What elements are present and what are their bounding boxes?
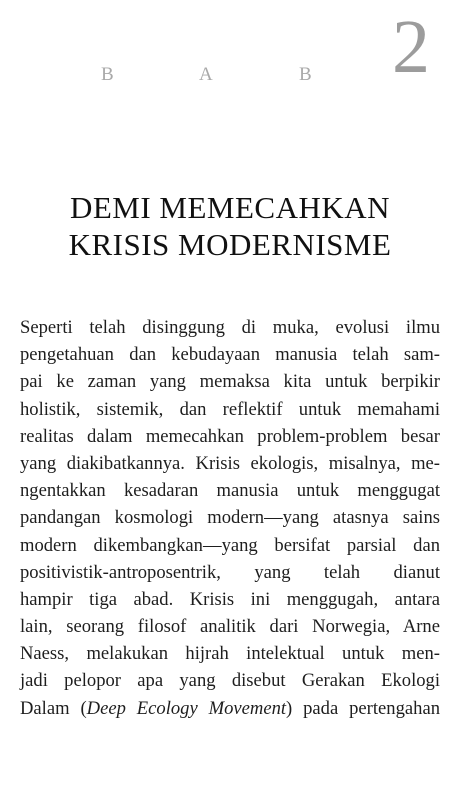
body-text-line: pai ke zaman yang memaksa kita untuk berpikir — [20, 371, 440, 393]
bab-label-letter: A — [199, 64, 213, 85]
body-text-line: realitas dalam memecahkan problem-problem besar — [20, 425, 440, 447]
body-paragraph — [20, 314, 440, 722]
body-text-line: pengetahuan dan kebudayaan manusia telah sam- — [20, 344, 440, 366]
body-text-line-last — [20, 695, 440, 722]
body-text-line: pandangan kosmologi modern—yang atasnya sains — [20, 507, 440, 529]
body-text-line: Naess, melakukan hijrah intelektual untuk men- — [20, 643, 440, 665]
body-text-line: jadi pelopor apa yang disebut Gerakan Ekologi — [20, 670, 440, 692]
chapter-title-line: KRISIS MODERNISME — [68, 226, 392, 262]
italic-term: Deep Ecology Movement — [86, 697, 287, 719]
body-text-line: yang diakibatkannya. Krisis ekologis, misalnya, me- — [20, 452, 440, 474]
chapter-title-line: DEMI MEMECAHKAN — [69, 189, 391, 225]
last-line-after: ) pada pertengahan — [286, 697, 440, 719]
chapter-header — [0, 0, 460, 100]
body-text-line: ngentakkan kesadaran manusia untuk menggugat — [20, 480, 440, 502]
body-text-line: lain, seorang filosof analitik dari Norwegia, Arne — [20, 616, 440, 638]
chapter-number: 2 — [392, 5, 430, 89]
body-text-line: holistik, sistemik, dan reflektif untuk memahami — [20, 398, 440, 420]
body-text-line: modern dikembangkan—yang bersifat parsial dan — [20, 534, 440, 556]
chapter-title — [0, 189, 460, 263]
body-text-line: hampir tiga abad. Krisis ini menggugah, antara — [20, 588, 440, 610]
bab-label-letter: B — [299, 64, 312, 85]
bab-label-letter: B — [101, 64, 114, 85]
body-text-line: positivistik-antroposentrik, yang telah dianut — [20, 561, 440, 583]
body-text-line: Seperti telah disinggung di muka, evolusi ilmu — [20, 317, 440, 338]
last-line-before: Dalam ( — [20, 697, 87, 719]
